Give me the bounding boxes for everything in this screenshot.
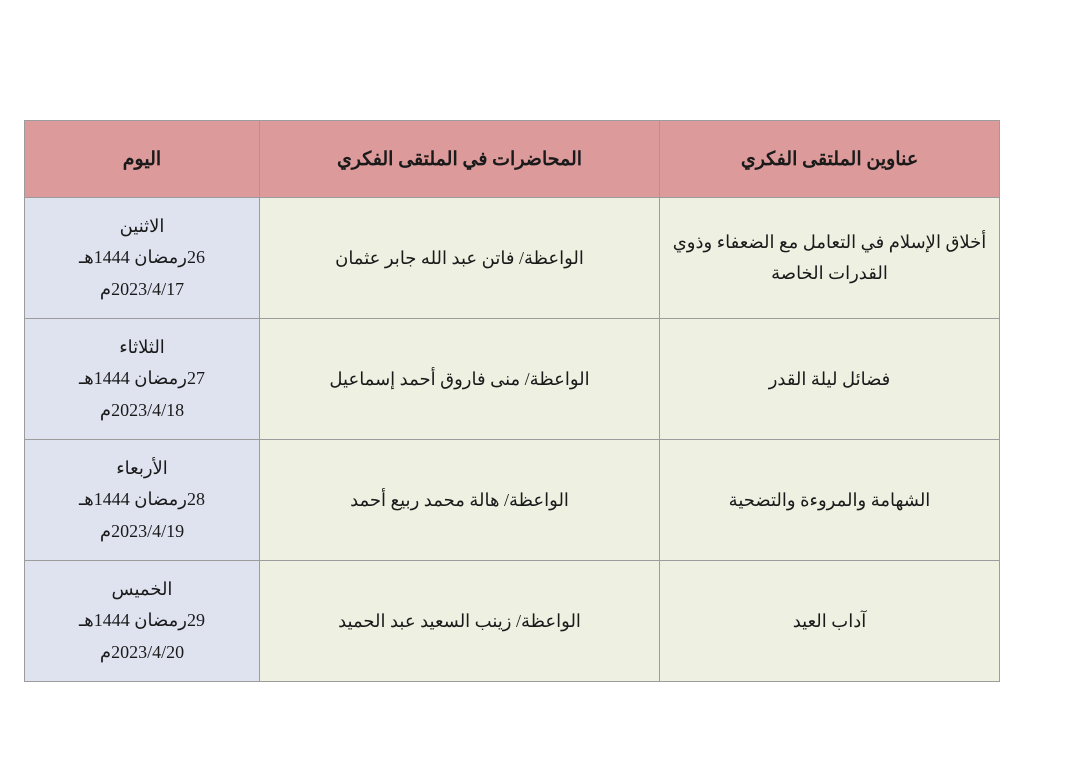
day-name: الاثنين bbox=[119, 215, 165, 236]
table-row bbox=[25, 561, 1000, 682]
day-gregorian-date: 2023/4/17م bbox=[99, 278, 185, 299]
day-hijri-date: 27رمضان 1444هـ bbox=[79, 368, 205, 389]
day-hijri-date: 29رمضان 1444هـ bbox=[79, 610, 205, 631]
column-header-day: اليوم bbox=[25, 121, 260, 198]
cell-day bbox=[25, 319, 260, 440]
table-row bbox=[25, 198, 1000, 319]
schedule-table bbox=[24, 120, 1000, 682]
day-name: الثلاثاء bbox=[119, 336, 165, 357]
cell-day bbox=[25, 440, 260, 561]
cell-lecture: الواعظة/ منى فاروق أحمد إسماعيل bbox=[260, 319, 660, 440]
cell-day bbox=[25, 198, 260, 319]
cell-lecture: الواعظة/ فاتن عبد الله جابر عثمان bbox=[260, 198, 660, 319]
cell-day bbox=[25, 561, 260, 682]
cell-title: فضائل ليلة القدر bbox=[660, 319, 1000, 440]
schedule-table-container bbox=[79, 120, 1000, 682]
table-header bbox=[25, 121, 1000, 198]
cell-title: أخلاق الإسلام في التعامل مع الضعفاء وذوي القدرات الخاصة bbox=[660, 198, 1000, 319]
column-header-lecture: المحاضرات في الملتقى الفكري bbox=[260, 121, 660, 198]
day-gregorian-date: 2023/4/20م bbox=[99, 641, 185, 662]
table-row bbox=[25, 319, 1000, 440]
day-name: الأربعاء bbox=[116, 457, 168, 478]
day-gregorian-date: 2023/4/19م bbox=[99, 520, 185, 541]
cell-title: الشهامة والمروءة والتضحية bbox=[660, 440, 1000, 561]
table-row bbox=[25, 440, 1000, 561]
day-hijri-date: 26رمضان 1444هـ bbox=[79, 247, 205, 268]
day-hijri-date: 28رمضان 1444هـ bbox=[79, 489, 205, 510]
day-gregorian-date: 2023/4/18م bbox=[99, 399, 185, 420]
day-name: الخميس bbox=[111, 578, 173, 599]
table-body bbox=[25, 198, 1000, 682]
cell-lecture: الواعظة/ زينب السعيد عبد الحميد bbox=[260, 561, 660, 682]
column-header-title: عناوين الملتقى الفكري bbox=[660, 121, 1000, 198]
table-header-row bbox=[25, 121, 1000, 198]
cell-lecture: الواعظة/ هالة محمد ربيع أحمد bbox=[260, 440, 660, 561]
cell-title: آداب العيد bbox=[660, 561, 1000, 682]
